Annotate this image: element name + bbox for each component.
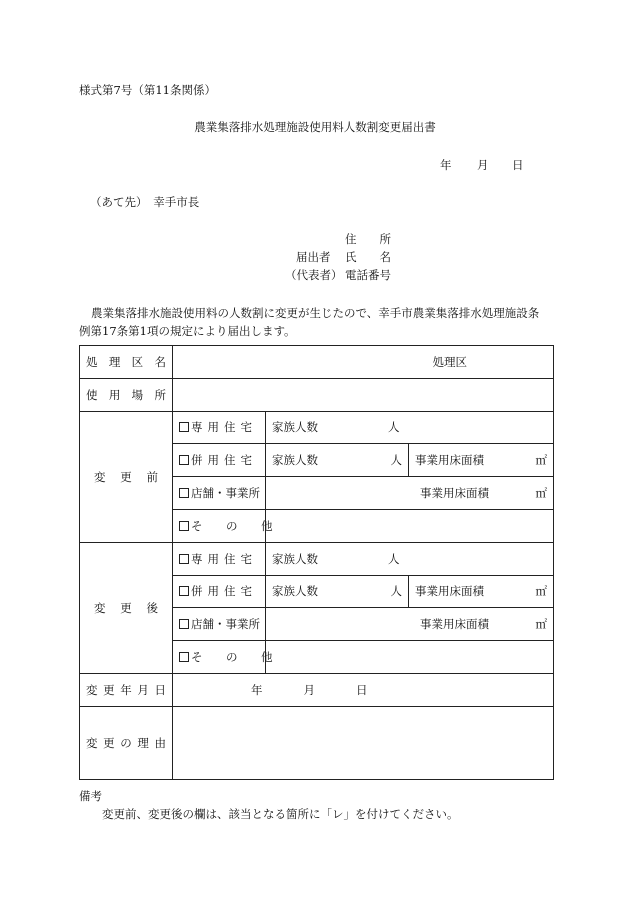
location-label: 使用場所	[80, 378, 173, 411]
table-row	[80, 542, 554, 575]
table-row	[80, 346, 554, 379]
after-shop-floor-cell[interactable]: ㎡ 事業用床面積	[266, 608, 554, 641]
remarks-heading: 備考	[79, 789, 102, 803]
after-other-cell[interactable]	[266, 641, 554, 674]
addressee: （あて先） 幸手市長	[90, 195, 200, 209]
before-label: 変更前	[80, 411, 173, 542]
date-month-label: 月	[477, 158, 489, 172]
after-exclusive-family-cell[interactable]: 家族人数 人	[266, 542, 554, 575]
checkbox-icon[interactable]	[179, 652, 189, 662]
remarks-text: 変更前、変更後の欄は、該当となる箇所に「レ」を付けてください。	[102, 807, 459, 821]
reason-cell[interactable]	[173, 706, 554, 779]
address-label: 住 所	[345, 232, 391, 246]
phone-label: 電話番号	[345, 268, 391, 282]
representative-label: （代表者）	[285, 268, 343, 282]
after-label: 変更後	[80, 542, 173, 673]
table-row	[80, 673, 554, 706]
area-value-cell[interactable]: 処理区	[173, 346, 554, 379]
checkbox-icon[interactable]	[179, 586, 189, 596]
table-row	[80, 378, 554, 411]
area-label: 処理区名	[80, 346, 173, 379]
checkbox-icon[interactable]	[179, 455, 189, 465]
location-value-cell[interactable]	[173, 378, 554, 411]
table-row	[80, 706, 554, 779]
notifier-label: 届出者	[296, 250, 331, 264]
change-date-label: 変更年月日	[80, 673, 173, 706]
after-option-shared[interactable]: 併用住宅	[173, 575, 266, 608]
before-shop-floor-cell[interactable]: ㎡ 事業用床面積	[266, 477, 554, 510]
checkbox-icon[interactable]	[179, 619, 189, 629]
before-exclusive-family-cell[interactable]: 家族人数 人	[266, 411, 554, 444]
before-other-cell[interactable]	[266, 509, 554, 542]
form-number: 様式第7号（第11条関係）	[79, 83, 216, 97]
date-year-label: 年	[440, 158, 452, 172]
intro-line-2: 例第17条第1項の規定により届出します。	[79, 324, 296, 338]
before-option-shop[interactable]: 店舗・事業所	[173, 477, 266, 510]
checkbox-icon[interactable]	[179, 488, 189, 498]
before-option-other[interactable]: そ の 他	[173, 509, 266, 542]
before-shared-floor-cell[interactable]: 事業用床面積 ㎡	[409, 444, 554, 477]
before-option-shared[interactable]: 併用住宅	[173, 444, 266, 477]
after-shared-family-cell[interactable]: 家族人数 人	[266, 575, 409, 608]
reason-label: 変更の理由	[80, 706, 173, 779]
after-shared-floor-cell[interactable]: 事業用床面積 ㎡	[409, 575, 554, 608]
intro-line-1: 農業集落排水施設使用料の人数割に変更が生じたので、幸手市農業集落排水処理施設条	[91, 306, 540, 320]
change-date-cell[interactable]: 年 月 日	[173, 673, 554, 706]
after-option-shop[interactable]: 店舗・事業所	[173, 608, 266, 641]
checkbox-icon[interactable]	[179, 554, 189, 564]
date-day-label: 日	[512, 158, 524, 172]
after-option-exclusive[interactable]: 専用住宅	[173, 542, 266, 575]
notification-form-table	[79, 345, 554, 780]
before-option-exclusive[interactable]: 専用住宅	[173, 411, 266, 444]
name-label: 氏 名	[345, 250, 391, 264]
page-title: 農業集落排水処理施設使用料人数割変更届出書	[194, 120, 436, 134]
checkbox-icon[interactable]	[179, 521, 189, 531]
checkbox-icon[interactable]	[179, 422, 189, 432]
before-shared-family-cell[interactable]: 家族人数 人	[266, 444, 409, 477]
table-row	[80, 411, 554, 444]
after-option-other[interactable]: そ の 他	[173, 641, 266, 674]
